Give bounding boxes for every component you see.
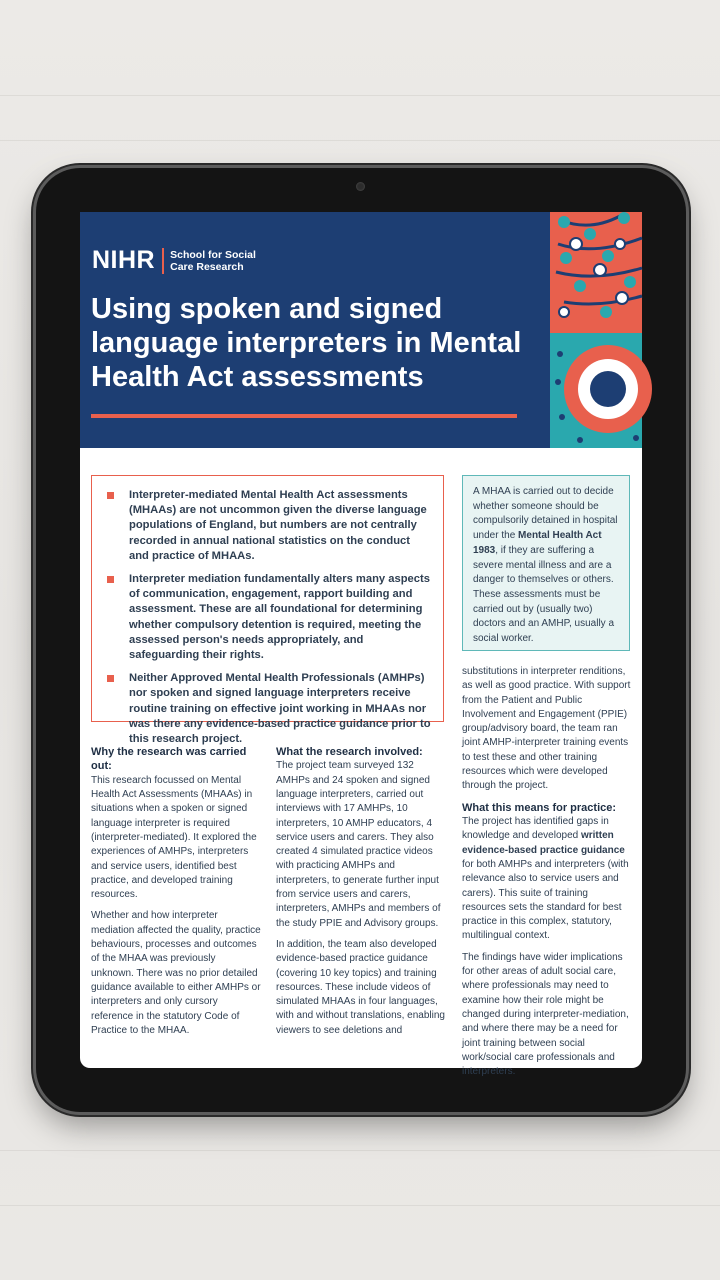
nihr-logo: [92, 246, 256, 275]
info-bold: Mental Health Act 1983: [473, 530, 602, 556]
key-point: [107, 572, 431, 663]
logo-org: [170, 249, 256, 273]
practice-text-2: for both AMHPs and interpreters (with relevance also to service users and carers). This suite of training resources sets the standard for best practice in this complex, statutory, multilingual context.: [462, 858, 629, 942]
bullet-square-icon: [107, 492, 114, 499]
info-text-1: A MHAA is carried out to decide whether someone should be compulsorily detained in hospital under the: [473, 486, 618, 542]
decorative-pattern-icon: [550, 212, 642, 448]
backdrop-grain: [0, 95, 720, 96]
backdrop-grain: [0, 1205, 720, 1206]
key-point-text: Neither Approved Mental Health Professionals (AMHPs) nor spoken and signed language interpreters receive routine training on effective joint working in MHAAs nor was there any evidence-based practice guidance prior to this research project.: [129, 672, 431, 746]
bullet-square-icon: [107, 576, 114, 583]
key-point: [107, 488, 431, 564]
backdrop-grain: [0, 140, 720, 141]
logo-nihr: NIHR: [92, 246, 156, 274]
title-underline: [91, 414, 517, 418]
info-text-2: , if they are suffering a severe mental illness and are a danger to themselves or others. These assessments must be carried out by (usually two) doctors and an AMHP, usually a social worker.: [473, 544, 615, 645]
practice-paragraph-1: [462, 815, 634, 944]
column-involved: [276, 745, 448, 1045]
column-why: [91, 745, 261, 1045]
heading-involved: What the research involved:: [276, 746, 423, 758]
practice-text-1: The project has identified gaps in knowledge and developed: [462, 816, 609, 842]
heading-why: Why the research was carried out:: [91, 746, 247, 773]
key-point-text: Interpreter-mediated Mental Health Act assessments (MHAAs) are not uncommon given the diverse language populations of England, but numbers are not centrally recorded in annual national statistics on the conduct and practice of MHAAs.: [129, 489, 427, 562]
org-line-2: Care Research: [170, 260, 244, 273]
column-practice: [462, 665, 634, 1086]
practice-bold: written evidence-based practice guidance: [462, 830, 625, 856]
heading-practice: What this means for practice:: [462, 801, 617, 814]
logo-divider: [162, 248, 164, 274]
involved-paragraph-2: In addition, the team also developed evidence-based practice guidance (covering 10 key topics) and training resources. These include videos of simulated MHAAs in four languages, with and without translations, enabling viewers to see deletions and: [276, 938, 445, 1036]
info-box: [462, 475, 630, 651]
camera-icon: [356, 182, 365, 191]
practice-paragraph-2: The findings have wider implications for other areas of adult social care, where professionals may need to examine how their role might be changed during interpreter-mediation, and where there may be a need for joint training between social work/social care professionals and interpreters.: [462, 951, 629, 1078]
page-title: Using spoken and signed language interpreters in Mental Health Act assessments: [91, 293, 522, 393]
why-paragraph-2: Whether and how interpreter mediation affected the quality, practice behaviours, processes and outcomes of the MHAA was previously unknown. There was no prior detailed guidance available to either AMHPs or interpreters and only cursory reference in the statutory Code of Practice to the MHAA.: [91, 910, 261, 1036]
key-point-text: Interpreter mediation fundamentally alters many aspects of communication, engagement, rapport building and assessment. These are all foundational for determining whether compulsory detention is required, meeting the assessed person's needs appropriately, and safeguarding their rights.: [129, 573, 430, 662]
tablet-device: [36, 168, 686, 1112]
document-page[interactable]: [80, 212, 642, 1078]
decorative-art: [550, 212, 642, 448]
key-points-box: [91, 475, 444, 746]
backdrop-grain: [0, 1150, 720, 1151]
bullet-square-icon: [107, 675, 114, 682]
why-paragraph-1: This research focussed on Mental Health Act Assessments (MHAAs) in situations when a spoken or signed language interpreter is required (interpreter-mediated). It explored the experiences of AMHPs, interpreters and service users, identified best practice, and developed training resources.: [91, 774, 257, 901]
header-banner: [80, 212, 550, 448]
key-point: [107, 671, 431, 747]
involved-paragraph-1: The project team surveyed 132 AMHPs and 24 spoken and signed language interpreters, carried out interviews with 17 AMHPs, 10 interpreters, 10 AMHP educators, 4 service users and carers. They also created 4 simulated practice videos with practicing AMHPs and interpreters, to generate further input from service users and carers, interpreters, AMHPs and members of the study PPIE and Advisory groups.: [276, 760, 441, 929]
continued-paragraph: substitutions in interpreter renditions, as well as good practice. With support from the Patient and Public Involvement and Engagement (PPIE) group/advisory board, the team ran joint AMHP-interpreter training events to test these and other training resources which were developed through the project.: [462, 666, 631, 792]
org-line-1: School for Social: [170, 248, 256, 261]
